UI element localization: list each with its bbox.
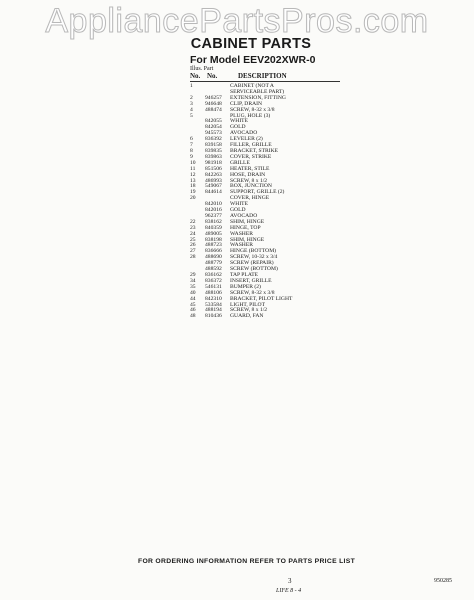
illus-no: 44 xyxy=(190,295,196,302)
part-description: LEVELER (2) xyxy=(230,136,263,143)
part-no: 488592 xyxy=(205,266,222,273)
illus-no: 12 xyxy=(190,171,196,178)
part-description: EXTENSION, FITTING xyxy=(230,94,286,101)
part-description: WHITE xyxy=(230,118,249,125)
part-no: 488779 xyxy=(205,260,222,267)
part-no: 842016 xyxy=(205,207,222,214)
column-headers xyxy=(190,72,340,82)
part-description: GUARD, FAN xyxy=(230,313,264,320)
print-mark: LIFE 8 - 4 xyxy=(276,588,302,594)
illus-no: 24 xyxy=(190,230,196,237)
part-no: 836666 xyxy=(205,248,222,255)
illus-no: 1 xyxy=(190,83,193,89)
part-no: 945573 xyxy=(205,130,222,137)
part-description: GRILLE xyxy=(230,159,250,166)
part-description: SUPPORT, GRILLE (2) xyxy=(230,189,285,196)
illus-no: 20 xyxy=(190,195,196,202)
part-description: BUMPER (2) xyxy=(230,283,261,290)
part-description: TAP PLATE xyxy=(230,272,259,278)
part-no: 946257 xyxy=(205,94,222,101)
part-description: SCREW, 8 x 1/2 xyxy=(230,177,268,184)
illus-no: 6 xyxy=(190,136,193,143)
part-description: AVOCADO xyxy=(230,130,258,137)
part-description: INSERT, GRILLE xyxy=(230,277,272,284)
illus-no: 9 xyxy=(190,153,193,160)
part-row xyxy=(190,313,360,319)
col-illus-no: No. xyxy=(190,72,201,80)
illus-no: 10 xyxy=(190,159,196,166)
part-description: LIGHT, PILOT xyxy=(230,301,266,308)
illus-no: 13 xyxy=(190,177,196,184)
part-description: SCREW, 8-32 x 3/8 xyxy=(230,289,275,296)
part-description: WASHER xyxy=(230,242,253,249)
illus-no: 25 xyxy=(190,236,196,243)
part-description: WASHER xyxy=(230,230,253,237)
part-description: SCREW, 8 x 1/2 xyxy=(230,307,268,314)
part-no: 838162 xyxy=(205,218,222,225)
illus-no: 19 xyxy=(190,189,196,196)
part-description: BRACKET, PILOT LIGHT xyxy=(230,295,293,302)
part-no: 546131 xyxy=(205,283,222,290)
parts-list xyxy=(190,83,360,319)
part-no: 842055 xyxy=(205,118,222,125)
part-no: 810436 xyxy=(205,313,222,320)
illus-no: 11 xyxy=(190,165,196,172)
part-no: 842010 xyxy=(205,201,222,208)
col-part-no: No. xyxy=(207,72,218,80)
part-no: 488194 xyxy=(205,307,222,314)
ordering-note: FOR ORDERING INFORMATION REFER TO PARTS PRICE LIST xyxy=(138,558,356,565)
part-description: COVER, STRIKE xyxy=(230,153,272,160)
illus-no: 2 xyxy=(190,94,193,101)
page-number: 3 xyxy=(288,577,292,585)
illus-no: 35 xyxy=(190,283,196,290)
part-no: 489005 xyxy=(205,230,222,237)
illus-no: 18 xyxy=(190,183,196,190)
part-no: 839835 xyxy=(205,147,222,154)
part-no: 840359 xyxy=(205,224,222,231)
part-no: 842310 xyxy=(205,295,222,302)
part-description: HEATER, STILE xyxy=(230,165,270,172)
illus-no: 23 xyxy=(190,224,196,231)
illus-no: 40 xyxy=(190,289,196,296)
part-no: 488106 xyxy=(205,289,222,296)
part-description: SCREW, 10-32 x 3/4 xyxy=(230,254,278,261)
part-description: SHIM, HINGE xyxy=(230,218,265,225)
part-no: 981918 xyxy=(205,159,222,166)
part-no: 839863 xyxy=(205,153,222,160)
part-description: COVER, HINGE xyxy=(230,195,270,202)
part-no: 851506 xyxy=(205,165,222,172)
part-description: CLIP, DRAIN xyxy=(230,100,263,107)
illus-no: 45 xyxy=(190,301,196,308)
illus-no: 5 xyxy=(190,112,193,119)
part-description: CABINET (NOT A xyxy=(230,83,274,89)
part-no: 836162 xyxy=(205,272,222,278)
part-description: GOLD xyxy=(230,124,246,131)
illus-no: 27 xyxy=(190,248,196,255)
illus-no: 8 xyxy=(190,147,193,154)
part-description: HOSE, DRAIN xyxy=(230,171,266,178)
part-description: HINGE (BOTTOM) xyxy=(230,248,277,255)
part-description: SHIM, HINGE xyxy=(230,236,265,243)
column-subheader: Illus. Part xyxy=(190,66,214,72)
part-no: 946648 xyxy=(205,100,222,107)
part-description: SCREW, 8-32 x 3/8 xyxy=(230,106,275,113)
part-no: 533584 xyxy=(205,301,222,308)
part-description: GOLD xyxy=(230,207,246,214)
part-description: HINGE, TOP xyxy=(230,224,261,231)
illus-no: 4 xyxy=(190,106,193,113)
part-no: 488474 xyxy=(205,106,222,113)
part-no: 838198 xyxy=(205,236,222,243)
illus-no: 46 xyxy=(190,307,196,314)
part-no: 488690 xyxy=(205,254,222,261)
part-no: 486993 xyxy=(205,177,222,184)
part-no: 842263 xyxy=(205,171,222,178)
part-description: SERVICEABLE PART) xyxy=(230,88,285,95)
part-no: 836392 xyxy=(205,136,222,143)
illus-no: 3 xyxy=(190,100,193,107)
part-no: 844614 xyxy=(205,189,222,196)
illus-no: 26 xyxy=(190,242,196,249)
part-description: WHITE xyxy=(230,201,249,208)
part-no: 488723 xyxy=(205,242,222,249)
part-description: SCREW (REPAIR) xyxy=(230,260,274,267)
part-description: BOX, JUNCTION xyxy=(230,183,272,190)
document-code: 950285 xyxy=(434,578,452,584)
part-no: 842054 xyxy=(205,124,222,131)
site-watermark: AppliancePartsPros.com xyxy=(45,2,429,40)
col-description: DESCRIPTION xyxy=(238,72,287,80)
part-description: FILLER, GRILLE xyxy=(230,142,272,149)
illus-no: 7 xyxy=(190,142,193,149)
page-title: CABINET PARTS xyxy=(190,36,312,52)
part-description: PLUG, HOLE (3) xyxy=(230,112,271,119)
part-no: 549067 xyxy=(205,183,222,190)
part-description: BRACKET, STRIKE xyxy=(230,147,279,154)
illus-no: 34 xyxy=(190,277,196,284)
part-no: 839158 xyxy=(205,142,222,149)
illus-no: 28 xyxy=(190,254,196,261)
part-no: 962377 xyxy=(205,212,222,219)
illus-no: 48 xyxy=(190,313,196,320)
part-description: SCREW (BOTTOM) xyxy=(230,266,278,273)
part-description: AVOCADO xyxy=(230,212,258,219)
illus-no: 29 xyxy=(190,272,196,278)
part-no: 836372 xyxy=(205,277,222,284)
model-heading: For Model EEV202XWR-0 xyxy=(190,54,316,66)
illus-no: 22 xyxy=(190,218,196,225)
